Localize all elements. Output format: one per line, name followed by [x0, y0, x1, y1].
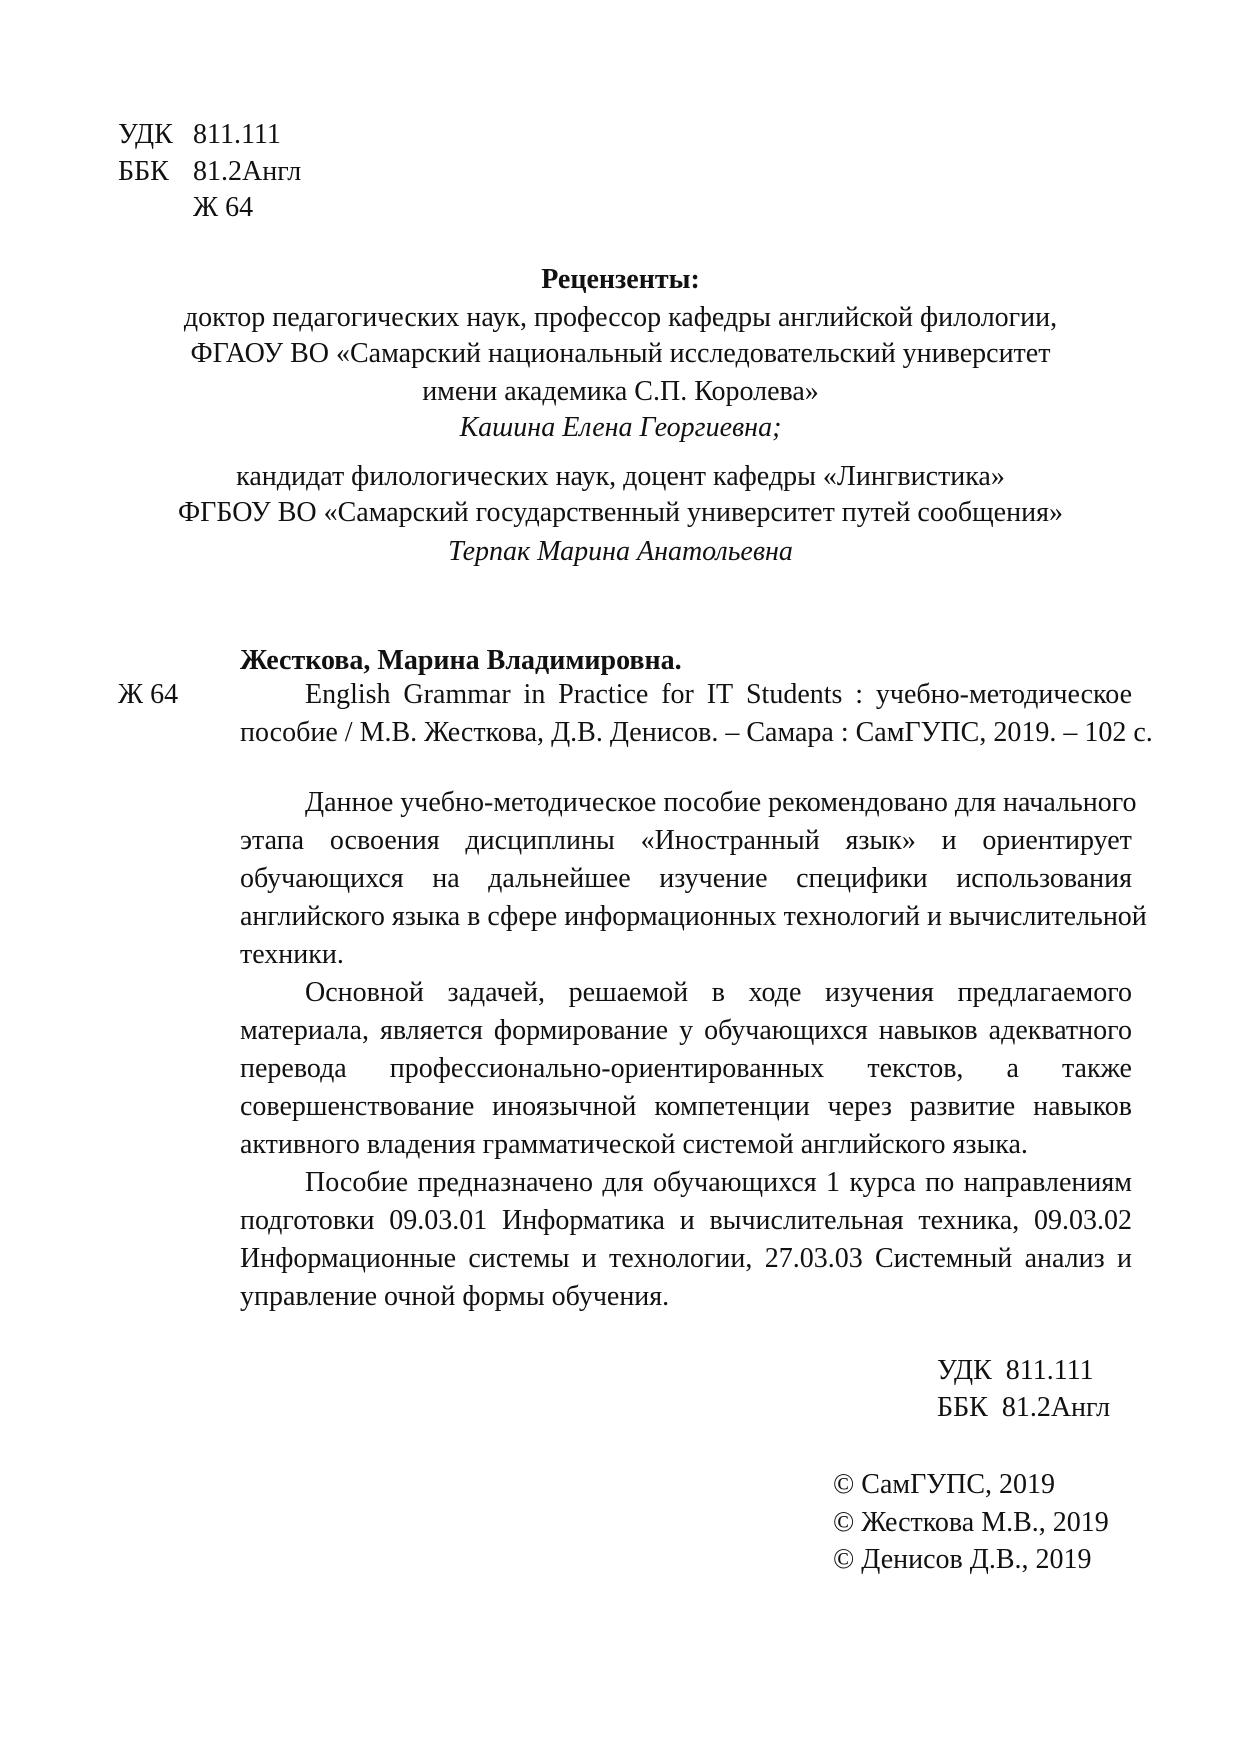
- word: Информационные: [240, 1243, 457, 1274]
- word: Пособие: [305, 1167, 409, 1198]
- word: навыков: [1033, 1091, 1132, 1122]
- word: Денисов.: [609, 717, 719, 748]
- word: подготовки: [240, 1205, 375, 1236]
- word: изучение: [659, 863, 768, 894]
- author-sign: Ж 64: [193, 192, 254, 223]
- word: –: [725, 717, 740, 748]
- abstract-line: [240, 900, 1147, 934]
- bbk-value: 81.2Англ: [193, 156, 302, 187]
- reviewers-heading: Рецензенты:: [541, 264, 700, 295]
- udk-value: 811.111: [193, 119, 281, 150]
- reviewer-2-line: кандидат филологических наук, доцент кафедры «Лингвистика»: [236, 461, 1005, 492]
- reviewer-1-line: ФГАОУ ВО «Самарский национальный исследовательский университет: [190, 338, 1051, 369]
- word: пособие: [663, 787, 762, 818]
- word: освоения: [329, 825, 440, 856]
- bibliography-sign: Ж 64: [118, 679, 179, 710]
- word: а: [1006, 1053, 1019, 1084]
- abstract-line: техники.: [240, 939, 344, 970]
- abstract-line: [305, 1166, 1132, 1200]
- word: дальнейшее: [488, 863, 631, 894]
- word: 2019.: [993, 717, 1057, 748]
- word: специфики: [796, 863, 928, 894]
- word: в: [711, 977, 725, 1008]
- word: материала,: [240, 1015, 369, 1046]
- word: текстов,: [867, 1053, 964, 1084]
- word: обучающихся: [240, 863, 404, 894]
- word: решаемой: [568, 977, 689, 1008]
- word: in: [523, 679, 546, 710]
- word: Жесткова,: [424, 717, 545, 748]
- word: /: [344, 717, 353, 748]
- word: адекватного: [988, 1015, 1132, 1046]
- word: язык»: [845, 825, 916, 856]
- word: и: [926, 901, 942, 932]
- bbk-label: ББК: [118, 156, 169, 187]
- word: вычислительной: [948, 901, 1147, 932]
- word: IT: [706, 679, 734, 710]
- word: технологий: [783, 901, 920, 932]
- word: Информатика: [502, 1205, 665, 1236]
- word: развитие: [909, 1091, 1016, 1122]
- word: for: [661, 679, 694, 710]
- abstract-line: [240, 1204, 1132, 1238]
- word: формирование: [493, 1015, 669, 1046]
- word: профессионально-ориентированных: [389, 1053, 825, 1084]
- word: через: [827, 1091, 892, 1122]
- word: 1: [826, 1167, 841, 1198]
- reviewer-1-name: Кашина Елена Георгиевна;: [459, 412, 782, 443]
- word: :: [840, 717, 849, 748]
- word: курса: [849, 1167, 916, 1198]
- word: совершенствование: [240, 1091, 475, 1122]
- reviewer-2-line: ФГБОУ ВО «Самарский государственный университет путей сообщения»: [178, 497, 1063, 528]
- word: М.В.: [359, 717, 418, 748]
- word: и: [941, 825, 957, 856]
- word: анализ: [1024, 1243, 1105, 1274]
- word: предлагаемого: [957, 977, 1132, 1008]
- word: по: [925, 1167, 955, 1198]
- bibliography-line: [240, 716, 1153, 750]
- word: СамГУПС,: [855, 717, 987, 748]
- word: Самара: [746, 717, 834, 748]
- word: для: [954, 787, 996, 818]
- word: учебно-методическое: [400, 787, 657, 818]
- word: компетенции: [654, 1091, 810, 1122]
- word: иноязычной: [492, 1091, 637, 1122]
- word: 102: [1084, 717, 1127, 748]
- abstract-line: [240, 1014, 1132, 1048]
- word: изучения: [825, 977, 934, 1008]
- word: и: [1117, 1243, 1132, 1274]
- word: также: [1061, 1053, 1132, 1084]
- word: Данное: [305, 787, 394, 818]
- word: обучающихся: [704, 1015, 868, 1046]
- word: является: [379, 1015, 483, 1046]
- word: ориентирует: [982, 825, 1132, 856]
- word: с.: [1133, 717, 1153, 748]
- word: Системный: [875, 1243, 1013, 1274]
- word: использования: [956, 863, 1132, 894]
- abstract-line: [240, 1242, 1132, 1276]
- word: системы: [468, 1243, 570, 1274]
- footer-udk: УДК 811.111: [937, 1355, 1094, 1386]
- abstract-line: [305, 976, 1132, 1010]
- word: на: [432, 863, 460, 894]
- copyright-line: © СамГУПС, 2019: [833, 1469, 1056, 1500]
- word: навыков: [878, 1015, 978, 1046]
- word: задачей,: [447, 977, 545, 1008]
- footer-bbk: ББК 81.2Англ: [937, 1392, 1111, 1423]
- word: Students: [745, 679, 843, 710]
- abstract-line: [240, 824, 1132, 858]
- word: технологии,: [609, 1243, 753, 1274]
- word: «Иностранный: [640, 825, 820, 856]
- word: пособие: [240, 717, 338, 748]
- reviewer-1-line: имени академика С.П. Королева»: [422, 376, 819, 407]
- word: 09.03.01: [389, 1205, 488, 1236]
- abstract-line: [240, 1052, 1132, 1086]
- abstract-line: управление очной формы обучения.: [240, 1281, 670, 1312]
- word: вычислительная: [709, 1205, 904, 1236]
- word: у: [679, 1015, 694, 1046]
- reviewer-2-name: Терпак Марина Анатольевна: [448, 536, 793, 567]
- bibliography-author: Жесткова, Марина Владимировна.: [240, 645, 682, 676]
- word: перевода: [240, 1053, 347, 1084]
- abstract-line: [305, 786, 1137, 820]
- copyright-line: © Жесткова М.В., 2019: [833, 1507, 1109, 1538]
- word: для: [602, 1167, 644, 1198]
- word: предназначено: [417, 1167, 593, 1198]
- word: языка: [391, 901, 461, 932]
- word: Д.В.: [551, 717, 603, 748]
- word: этапа: [240, 825, 305, 856]
- reviewer-1-line: доктор педагогических наук, профессор кафедры английской филологии,: [183, 302, 1058, 333]
- bibliography-line: [305, 678, 1132, 712]
- word: техника,: [918, 1205, 1020, 1236]
- abstract-line: активного владения грамматической системой английского языка.: [240, 1129, 1028, 1160]
- copyright-line: © Денисов Д.В., 2019: [833, 1544, 1092, 1575]
- word: и: [581, 1243, 597, 1274]
- word: 09.03.02: [1033, 1205, 1132, 1236]
- word: ходе: [748, 977, 802, 1008]
- abstract-line: [240, 1090, 1132, 1124]
- word: сфере: [487, 901, 558, 932]
- word: обучающихся: [652, 1167, 817, 1198]
- word: рекомендовано: [768, 787, 948, 818]
- word: английского: [240, 901, 385, 932]
- word: и: [679, 1205, 695, 1236]
- abstract-line: [240, 862, 1132, 896]
- word: дисциплины: [465, 825, 615, 856]
- word: направлениям: [963, 1167, 1132, 1198]
- word: Основной: [305, 977, 424, 1008]
- word: 27.03.03: [764, 1243, 863, 1274]
- udk-label: УДК: [118, 119, 173, 150]
- word: Grammar: [403, 679, 511, 710]
- word: в: [467, 901, 481, 932]
- word: –: [1063, 717, 1078, 748]
- word: учебно-методическое: [875, 679, 1132, 710]
- word: начального: [1002, 787, 1137, 818]
- word: Practice: [558, 679, 649, 710]
- word: English: [305, 679, 391, 710]
- word: информационных: [564, 901, 777, 932]
- word: :: [855, 679, 864, 710]
